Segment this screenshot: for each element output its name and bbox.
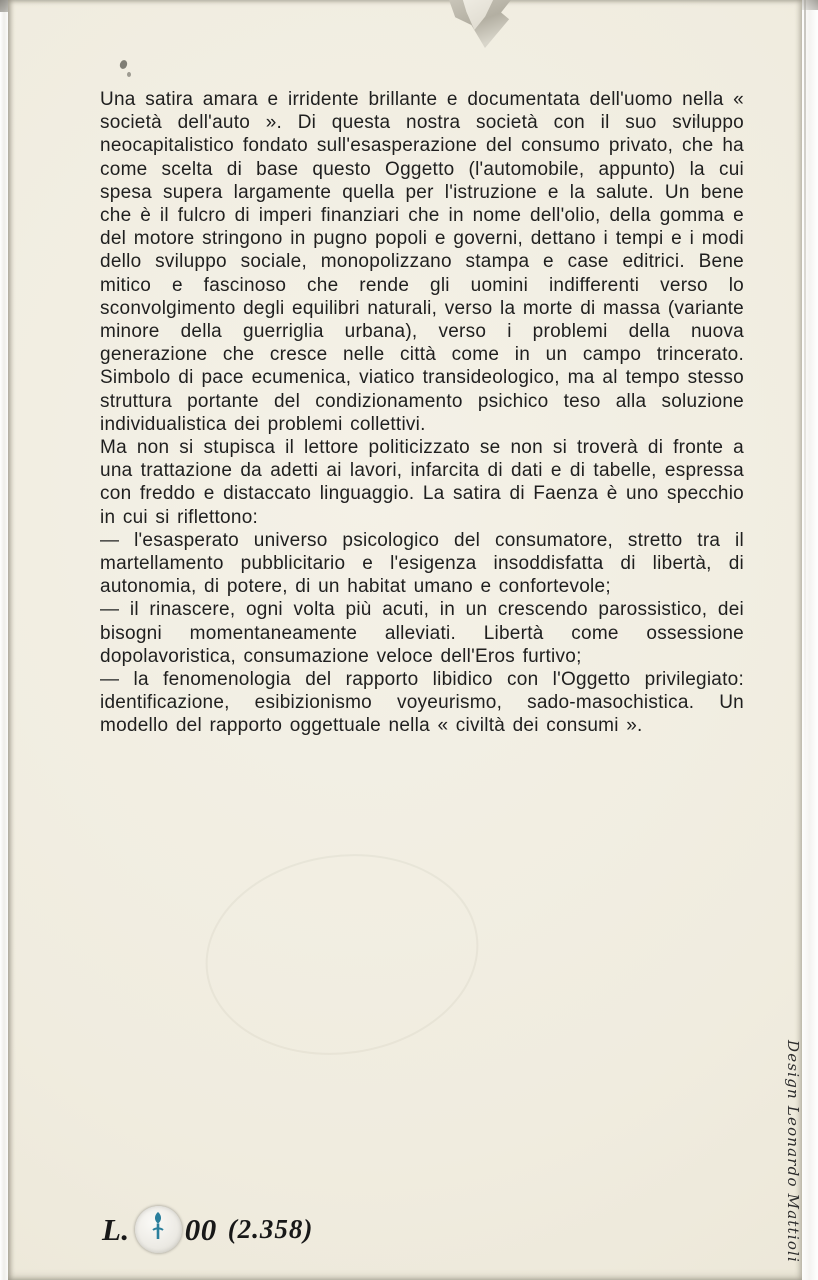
price-sticker: [135, 1206, 182, 1253]
designer-credit: Design Leonardo Mattioli: [784, 1040, 802, 1264]
scan-speck: [127, 72, 131, 77]
scanner-edge-streak: [804, 0, 806, 794]
blurb-dash-item-3: — la fenomenologia del rapporto libidico con l'Oggetto privilegiato: identificazione, esibizionismo voyeurismo, sado-masochistica. Un modello del rapporto oggettuale nella « civiltà dei consumi ».: [100, 669, 744, 737]
price-line: [102, 1206, 313, 1253]
price-amount-remainder: 00: [184, 1211, 217, 1247]
price-currency: L.: [102, 1211, 130, 1247]
blurb-text: [100, 88, 744, 738]
price-code: (2.358): [227, 1214, 314, 1244]
sticker-mark-icon: [148, 1210, 168, 1250]
blurb-dash-item-2: — il rinascere, ogni volta più acuti, in un crescendo parossistico, dei bisogni momentaneamente alleviati. Libertà come ossessione dopolavoristica, consumazione veloce dell'Eros furtivo;: [100, 599, 744, 667]
blurb-dash-item-1: — l'esasperato universo psicologico del consumatore, stretto tra il martellamento pubblicitario e l'esigenza insoddisfatta di libertà, di autonomia, di potere, di un habitat umano e confortevole;: [100, 529, 744, 598]
blurb-paragraph-2: Ma non si stupisca il lettore politicizzato se non si troverà di fronte a una trattazione da adetti ai lavori, infarcita di dati e di tabelle, espressa con freddo e distaccato linguaggio. La satira di Faenza è uno specchio in cui si riflettono:: [100, 437, 744, 528]
blurb-paragraph-1: Una satira amara e irridente brillante e documentata dell'uomo nella « società dell'auto ». Di questa nostra società con il suo sviluppo neocapitalistico fondato sull'esasperazione del consumo privato, che ha come scelta di base questo Oggetto (l'automobile, appunto) la cui spesa supera largamente quella per l'istruzione e la salute. Un bene che è il fulcro di imperi finanziari che in nome dell'olio, della gomma e del motore stringono in pugno popoli e governi, dettano i tempi e i modi dello sviluppo sociale, monopolizzano stampa e case editrici. Bene mitico e fascinoso che rende gli uomini indifferenti verso lo sconvolgimento degli equilibri naturali, verso la morte di massa (variante minore della guerriglia urbana), verso i problemi della nuova generazione che cresce nelle città come in un campo trincerato. Simbolo di pace ecumenica, viatico transideologico, ma al tempo stesso struttura portante del condizionamento psichico teso alla soluzione individualistica dei problemi collettivi.: [100, 89, 744, 435]
